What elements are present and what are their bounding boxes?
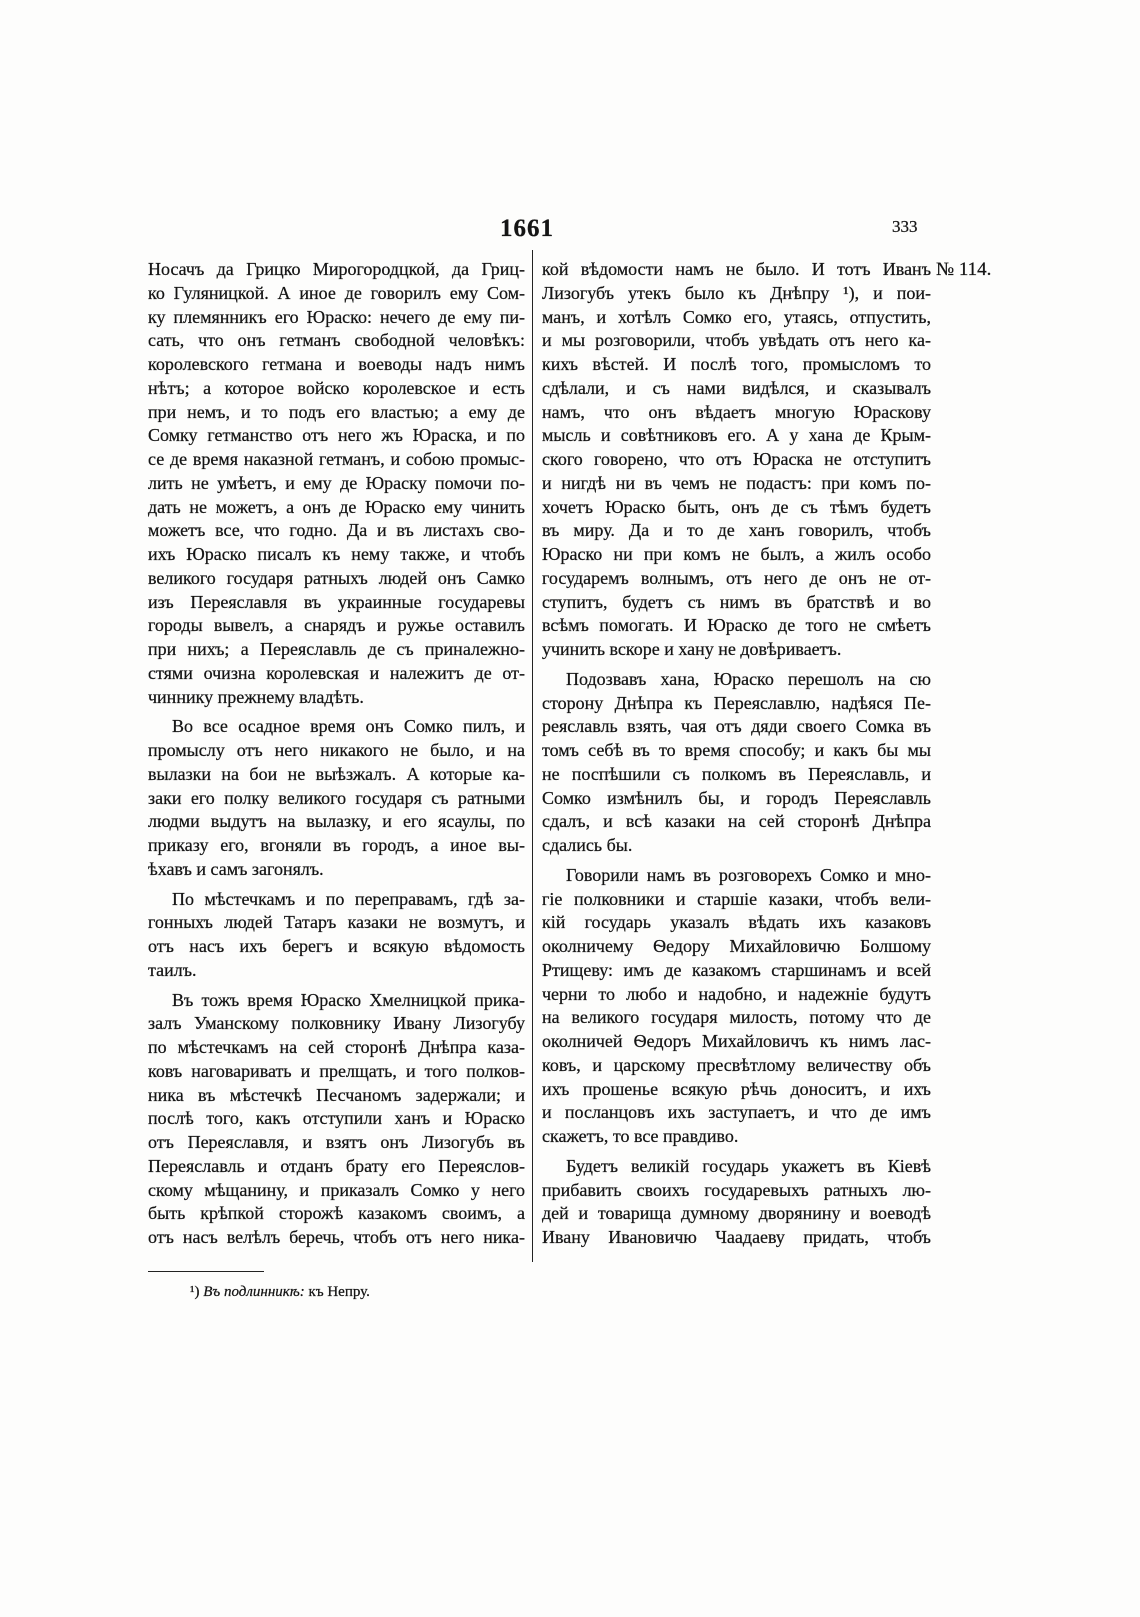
text-line: ступитъ, будетъ съ нимъ въ братствѣ и во: [542, 591, 931, 612]
text-line: се де время наказной гетманъ, и собою промыс-: [148, 449, 525, 469]
column-divider: [532, 250, 533, 1262]
text-line: Переяславль и отданъ брату его Переяслов-: [148, 1155, 525, 1176]
text-line: можетъ все, что годно. Да и въ листахъ сво-: [148, 520, 525, 541]
text-line: нѣтъ; а которое войско королевское и есть: [148, 377, 525, 398]
text-line: отъ Переяславля, и взятъ онъ Лизогубъ въ: [148, 1132, 525, 1152]
text-line: Юраско ни при комъ не былъ, а жилъ особо: [542, 544, 931, 564]
text-line: отъ насъ ихъ берегъ и всякую вѣдомость: [148, 936, 525, 956]
text-line: Въ тожъ время Юраско Хмелницкой прика-: [172, 989, 525, 1010]
text-line: гіе полковники и старшіе казаки, чтобъ вели-: [542, 888, 931, 909]
footnote: [190, 1282, 370, 1302]
text-line: Сомко измѣнилъ бы, и городъ Переяславль: [542, 787, 931, 808]
paragraph: [542, 864, 931, 1149]
text-line: Лизогубъ утекъ было къ Днѣпру ¹), и пои-: [542, 282, 931, 303]
text-line: и мы розговорили, чтобъ увѣдать отъ него ка-: [542, 330, 931, 351]
text-line: сдались бы.: [542, 835, 633, 855]
text-line: черни то любо и надобно, и надежніе будутъ: [542, 983, 931, 1004]
paragraph: [148, 989, 525, 1250]
text-line: хочетъ Юраско быть, онъ де съ тѣмъ будетъ: [542, 496, 931, 517]
left-column: [148, 258, 525, 1250]
text-line: не поспѣшили съ полкомъ въ Переяславль, и: [542, 763, 931, 784]
text-line: чиннику прежнему владѣть.: [148, 686, 364, 707]
text-line: Ртищеву: имъ де казакомъ старшинамъ и всей: [542, 959, 931, 980]
text-line: и нигдѣ ни въ чемъ не подастъ: при комъ по-: [542, 472, 931, 493]
text-line: ихъ Юраско писалъ къ нему также, и чтобъ: [148, 544, 525, 564]
text-line: великого государя ратныхъ людей онъ Самко: [148, 567, 525, 588]
paragraph: [148, 258, 525, 709]
text-line: заки его полку великого государя съ ратными: [148, 787, 525, 808]
text-line: сдалъ, и всѣ казаки на сей сторонѣ Днѣпра: [542, 811, 931, 832]
paragraph: [542, 668, 931, 858]
text-line: всѣмъ помогать. И Юраско де того не смѣетъ: [542, 615, 931, 636]
text-line: на великого государя милость, потому что де: [542, 1007, 931, 1028]
paragraph: [542, 1155, 931, 1250]
text-line: государемъ волнымъ, отъ него де онъ не от-: [542, 567, 931, 588]
text-line: и посланцовъ ихъ заступаетъ, и что де имъ: [542, 1102, 931, 1123]
right-column: [542, 258, 931, 1250]
text-line: ку племянникъ его Юраско: нечего де ему пи-: [148, 306, 525, 327]
text-line: отъ насъ велѣлъ беречь, чтобъ отъ него ника-: [148, 1227, 525, 1247]
text-line: людми выдутъ на вылазку, и его ясаулы, по: [148, 811, 525, 832]
page-header-year: 1661: [500, 215, 554, 242]
text-line: прибавить своихъ государевыхъ ратныхъ лю-: [542, 1179, 931, 1200]
text-line: По мѣстечкамъ и по переправамъ, гдѣ за-: [172, 888, 525, 909]
text-line: послѣ того, какъ отступили ханъ и Юраско: [148, 1108, 525, 1129]
text-line: Подозвавъ хана, Юраско перешолъ на сю: [566, 668, 931, 689]
text-line: лить не умѣетъ, и ему де Юраску помочи по-: [148, 472, 525, 493]
text-line: сторону Днѣпра къ Переяславлю, надѣяся Пе-: [542, 692, 931, 713]
text-line: околничему Ѳедору Михайловичю Болшому: [542, 936, 931, 956]
text-line: кихъ вѣстей. И послѣ того, промысломъ то: [542, 354, 931, 374]
text-line: ихъ прошенье всякую рѣчь доноситъ, и ихъ: [542, 1078, 931, 1099]
text-line: скажетъ, то все правдиво.: [542, 1126, 739, 1146]
text-line: кій государь указалъ вѣдать ихъ казаковъ: [542, 912, 931, 933]
text-line: реяславль взять, чая отъ дяди своего Сомка въ: [542, 716, 931, 737]
footnote-text: къ Непру.: [308, 1284, 370, 1300]
paragraph: [148, 715, 525, 881]
text-line: кой вѣдомости намъ не было. И тотъ Иванъ: [542, 259, 931, 279]
text-line: королевского гетмана и воеводы надъ нимъ: [148, 354, 525, 374]
document-number: № 114.: [936, 259, 992, 280]
text-line: при немъ, и то подъ его властью; а ему де: [148, 401, 525, 422]
text-line: Говорили намъ въ розговорехъ Сомко и мно-: [566, 864, 931, 885]
text-line: ника въ мѣстечкѣ Песчаномъ задержали; и: [148, 1084, 525, 1105]
text-line: дей и товарища думному дворянину и воеводѣ: [542, 1203, 931, 1224]
text-line: промыслу отъ него никакого не было, и на: [148, 740, 525, 760]
text-line: Будетъ великій государь укажетъ въ Кіевѣ: [566, 1155, 931, 1176]
text-line: стями очизна королевская и належитъ де от-: [148, 662, 525, 683]
text-line: намъ, что онъ вѣдаетъ многую Юраскову: [542, 401, 931, 422]
text-line: ковъ, и царскому пресвѣтлому величеству объ: [542, 1054, 931, 1075]
text-line: Носачъ да Грицко Мирогородцкой, да Гриц-: [148, 259, 525, 279]
text-line: въ миру. Да и то де ханъ говорилъ, чтобъ: [542, 520, 931, 541]
text-line: быть крѣпкой сторожѣ казакомъ своимъ, а: [148, 1203, 525, 1224]
footnote-rule: [148, 1271, 264, 1272]
paragraph: [542, 258, 931, 662]
paragraph: [148, 888, 525, 983]
text-line: учинить вскоре и хану не довѣриваетъ.: [542, 639, 842, 659]
text-line: манъ, и хотѣлъ Сомко его, утаясь, отпустить,: [542, 306, 931, 327]
text-line: ского говорено, что отъ Юраска не отступитъ: [542, 449, 931, 469]
text-line: Сомку гетманство отъ него жъ Юраска, и по: [148, 425, 525, 446]
text-line: ѣхавъ и самъ загонялъ.: [148, 858, 324, 879]
text-line: околничей Ѳедоръ Михайловичъ къ нимъ лас-: [542, 1031, 931, 1051]
text-line: томъ себѣ въ то время способу; и какъ бы мы: [542, 740, 931, 760]
text-line: ко Гуляницкой. А иное де говорилъ ему Сом-: [148, 282, 525, 303]
text-line: изъ Переяславля въ украинные государевы: [148, 591, 525, 612]
footnote-marker: ¹): [190, 1284, 200, 1300]
text-line: приказу его, вгоняли въ городъ, а иное вы-: [148, 835, 525, 855]
text-line: городы вывелъ, а снарядъ и ружье оставилъ: [148, 615, 525, 636]
text-line: ковъ наговаривать и прелщать, и того полков-: [148, 1060, 525, 1081]
page-number: 333: [892, 217, 918, 236]
text-line: скому мѣщанину, и приказалъ Сомко у него: [148, 1179, 525, 1200]
text-line: гонныхъ людей Татаръ казаки не возмутъ, и: [148, 912, 525, 933]
text-line: сдѣлали, и съ нами видѣлся, и сказывалъ: [542, 377, 931, 398]
text-line: Ивану Ивановичю Чаадаеву придать, чтобъ: [542, 1227, 931, 1247]
text-line: по мѣстечкамъ на сей сторонѣ Днѣпра каза-: [148, 1037, 525, 1057]
text-line: таилъ.: [148, 959, 197, 980]
text-line: залъ Уманскому полковнику Ивану Лизогубу: [148, 1013, 525, 1034]
text-line: Во все осадное время онъ Сомко пилъ, и: [172, 716, 525, 737]
footnote-label: Въ подлинникѣ:: [203, 1284, 305, 1300]
text-line: сать, что онъ гетманъ свободной человѣкъ:: [148, 330, 525, 351]
text-line: при нихъ; а Переяславль де съ приналежно-: [148, 639, 525, 659]
text-line: дать не можетъ, а онъ де Юраско ему чинить: [148, 496, 525, 517]
text-line: вылазки на бои не выѣзжалъ. А которые ка-: [148, 763, 525, 784]
text-line: мысль и совѣтниковъ его. А у хана де Крым-: [542, 425, 931, 446]
